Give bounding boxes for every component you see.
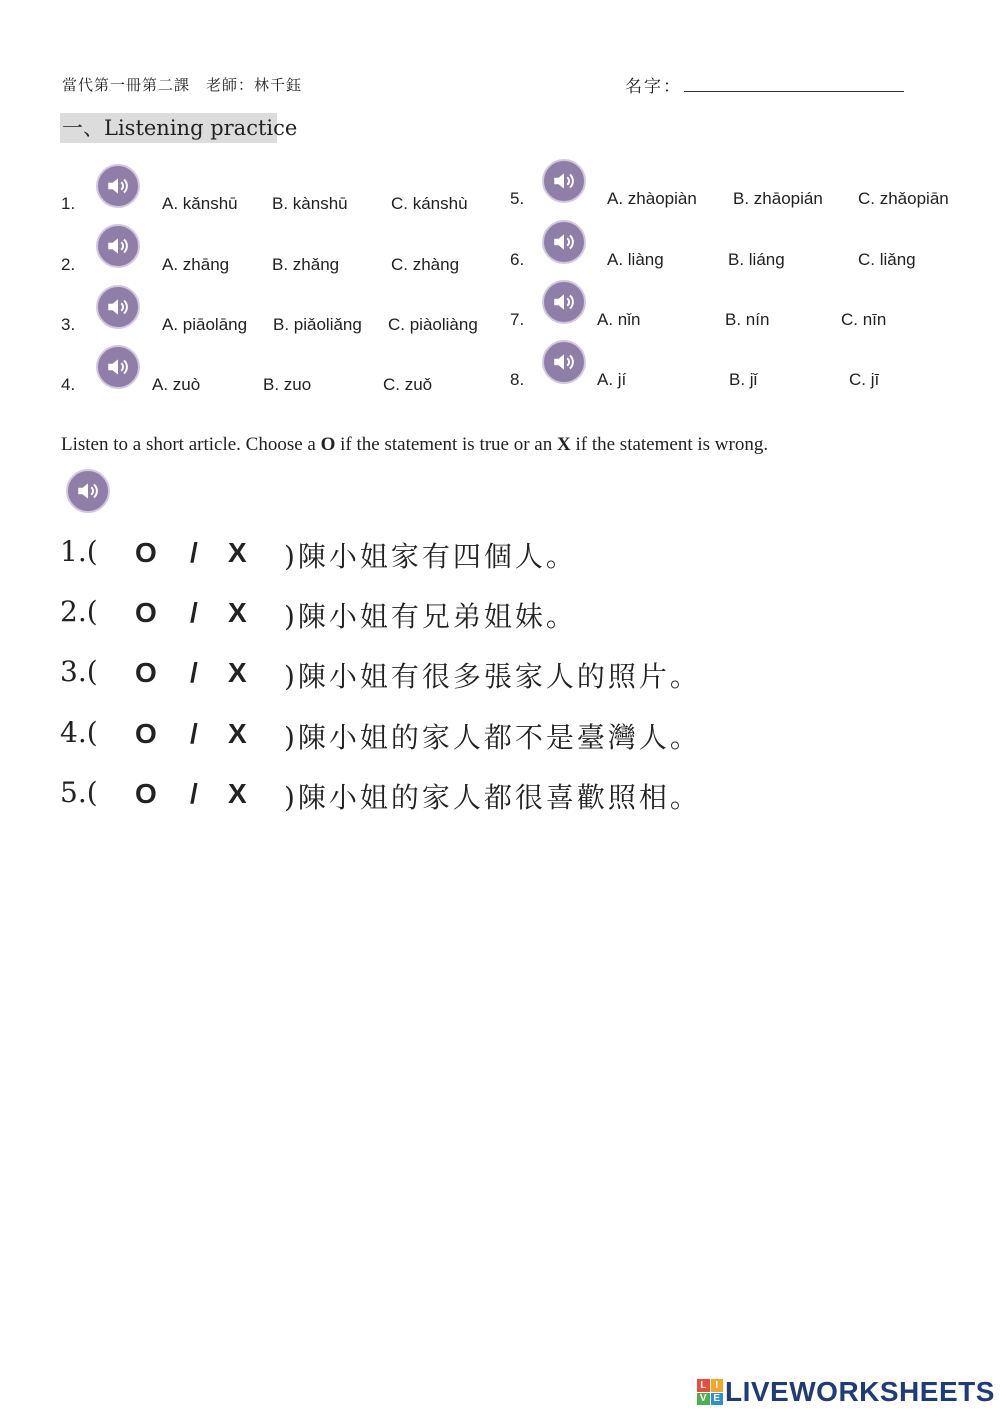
section-title: 一、Listening practice	[60, 113, 277, 143]
option-b[interactable]: B. zuo	[263, 375, 312, 394]
statement-row	[60, 535, 760, 575]
statement-row	[60, 716, 760, 756]
statement-row	[60, 595, 760, 635]
statement-text: )陳小姐的家人都不是臺灣人。	[284, 721, 701, 754]
option-a[interactable]: A. jí	[597, 370, 627, 389]
choice-divider: /	[190, 778, 198, 809]
course-header: 當代第一冊第二課 老師：林千鈺	[62, 76, 303, 94]
choice-divider: /	[190, 657, 198, 688]
option-a[interactable]: A. zuò	[152, 375, 201, 394]
option-c[interactable]: C. zhǎopiān	[858, 189, 949, 208]
question-number: 3.	[61, 315, 76, 334]
instruction-text: Listen to a short article. Choose a O if the statement is true or an X if the statement is wrong.	[61, 434, 769, 455]
speaker-icon[interactable]	[542, 220, 586, 264]
name-label: 名字：	[625, 77, 682, 97]
option-c[interactable]: C. nīn	[841, 310, 887, 329]
question-number: 4.	[61, 375, 76, 394]
option-c[interactable]: C. kánshù	[391, 194, 468, 213]
choice-divider: /	[190, 597, 198, 628]
choice-x[interactable]: X	[228, 657, 247, 688]
speaker-icon[interactable]	[66, 469, 110, 513]
speaker-icon[interactable]	[542, 159, 586, 203]
choice-divider: /	[190, 718, 198, 749]
choice-x[interactable]: X	[228, 597, 247, 628]
choice-o[interactable]: O	[135, 657, 157, 688]
true-symbol: O	[320, 434, 336, 455]
choice-x[interactable]: X	[228, 718, 247, 749]
statement-number: 1.(	[60, 535, 98, 568]
option-b[interactable]: B. nín	[725, 310, 770, 329]
option-b[interactable]: B. piǎoliǎng	[273, 315, 362, 334]
option-a[interactable]: A. nǐn	[597, 310, 641, 329]
option-b[interactable]: B. zhāopián	[733, 189, 823, 208]
option-c[interactable]: C. jī	[849, 370, 880, 389]
option-a[interactable]: A. zhāng	[162, 255, 230, 274]
option-a[interactable]: A. liàng	[607, 250, 664, 269]
option-b[interactable]: B. jǐ	[729, 370, 758, 389]
statement-number: 3.(	[60, 655, 98, 688]
statement-number: 4.(	[60, 716, 98, 749]
option-b[interactable]: B. kànshū	[272, 194, 348, 213]
question-number: 6.	[510, 250, 525, 269]
option-c[interactable]: C. zhàng	[391, 255, 460, 274]
choice-x[interactable]: X	[228, 778, 247, 809]
choice-x[interactable]: X	[228, 537, 247, 568]
option-b[interactable]: B. liáng	[728, 250, 785, 269]
choice-o[interactable]: O	[135, 597, 157, 628]
option-c[interactable]: C. zuǒ	[383, 375, 433, 394]
speaker-icon[interactable]	[542, 280, 586, 324]
logo-text: LIVEWORKSHEETS	[725, 1376, 995, 1407]
question-number: 7.	[510, 310, 525, 329]
statement-text: )陳小姐家有四個人。	[284, 540, 577, 573]
false-symbol: X	[557, 434, 571, 455]
name-input-line[interactable]	[684, 91, 904, 92]
statement-text: )陳小姐有很多張家人的照片。	[284, 660, 701, 693]
option-c[interactable]: C. piàoliàng	[388, 315, 478, 334]
option-b[interactable]: B. zhǎng	[272, 255, 340, 274]
speaker-icon[interactable]	[96, 164, 140, 208]
option-c[interactable]: C. liǎng	[858, 250, 916, 269]
choice-o[interactable]: O	[135, 537, 157, 568]
option-a[interactable]: A. piāolāng	[162, 315, 248, 334]
question-number: 2.	[61, 255, 76, 274]
liveworksheets-logo	[697, 1376, 995, 1408]
speaker-icon[interactable]	[542, 340, 586, 384]
choice-o[interactable]: O	[135, 718, 157, 749]
statement-text: )陳小姐有兄弟姐妹。	[284, 600, 577, 633]
question-number: 1.	[61, 194, 76, 213]
statement-text: )陳小姐的家人都很喜歡照相。	[284, 781, 701, 814]
option-a[interactable]: A. kǎnshū	[162, 194, 238, 213]
statement-number: 5.(	[60, 776, 98, 809]
statement-row	[60, 776, 760, 816]
question-number: 5.	[510, 189, 525, 208]
choice-o[interactable]: O	[135, 778, 157, 809]
statement-number: 2.(	[60, 595, 98, 628]
question-number: 8.	[510, 370, 525, 389]
speaker-icon[interactable]	[96, 224, 140, 268]
option-a[interactable]: A. zhàopiàn	[607, 189, 697, 208]
speaker-icon[interactable]	[96, 345, 140, 389]
statement-row	[60, 655, 760, 695]
speaker-icon[interactable]	[96, 285, 140, 329]
logo-mark-icon: L I V E	[697, 1379, 723, 1405]
choice-divider: /	[190, 537, 198, 568]
